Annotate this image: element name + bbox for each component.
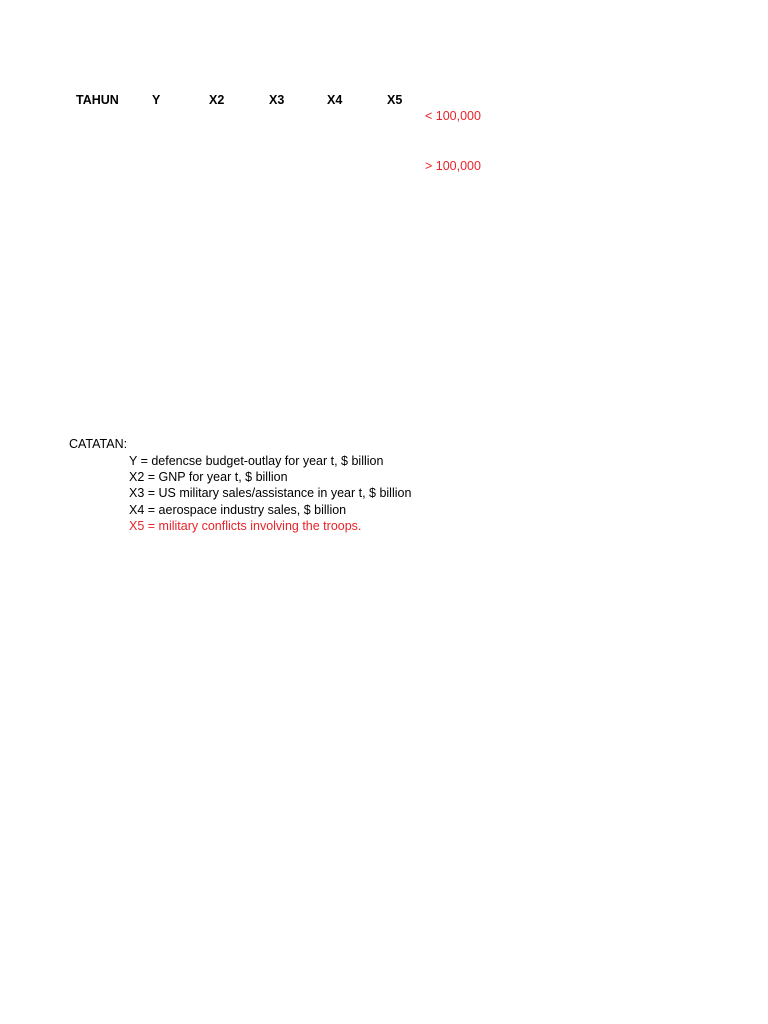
threshold-note: > 100,000 [425,158,481,173]
definition-text: X5 = military conflicts involving the troops. [129,519,362,534]
definition-text: X3 = US military sales/assistance in year t, $ billion [129,486,412,501]
definition-text: X4 = aerospace industry sales, $ billion [129,502,347,517]
header-x5: X5 [387,93,403,107]
header-x3: X3 [269,93,285,107]
definition-text: Y = defencse budget-outlay for year t, $ billion [129,453,384,468]
header-x2: X2 [209,93,225,107]
catatan-label: CATATAN: [69,437,128,452]
header-tahun: TAHUN [76,93,119,107]
header-x4: X4 [327,93,343,107]
header-y: Y [152,93,161,107]
threshold-note: < 100,000 [425,109,481,124]
definition-text: X2 = GNP for year t, $ billion [129,469,288,484]
